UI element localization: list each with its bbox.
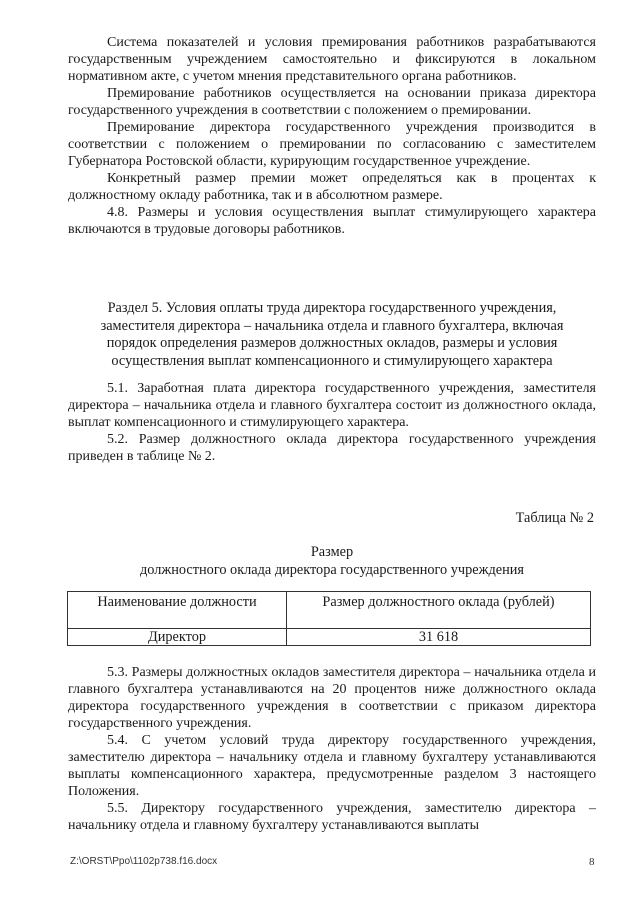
table-title-line: Размер [310, 544, 354, 560]
paragraph: 4.8. Размеры и условия осуществления выплат стимулирующего характера включаются в трудовые договоры работников. [68, 205, 596, 237]
footer-file-path: Z:\ORST\Ppo\1102p738.f16.docx [70, 856, 218, 867]
table-caption: Таблица № 2 [515, 510, 594, 526]
paragraph: Конкретный размер премии может определяться как в процентах к должностному окладу работника, так и в абсолютном размере. [68, 171, 596, 203]
section-title-line: заместителя директора – начальника отдела и главного бухгалтера, включая [100, 317, 564, 334]
paragraph: Премирование директора государственного учреждения производится в соответствии с положением о премировании по согласованию с заместителем Губернатора Ростовской области, курирующим государственное учреждение. [68, 120, 596, 169]
salary-table [67, 591, 591, 646]
paragraph: 5.1. Заработная плата директора государственного учреждения, заместителя директора – начальника отдела и главного бухгалтера состоит из должностного оклада, выплат компенсационного и стимулирующего характера. [68, 381, 596, 430]
section-title-line: порядок определения размеров должностных окладов, размеры и условия [106, 335, 558, 351]
section-title-line: Раздел 5. Условия оплаты труда директора государственного учреждения, [107, 300, 557, 316]
table-title [68, 543, 596, 579]
paragraph: 5.4. С учетом условий труда директору государственного учреждения, заместителю директора – начальнику отдела и главному бухгалтеру устанавливаются выплаты компенсационного характера, предусмотренные разделом 3 настоящего Положения. [68, 733, 596, 799]
table-header-cell: Размер должностного оклада (рублей) [287, 592, 591, 629]
table-row [68, 629, 591, 646]
paragraph: 5.2. Размер должностного оклада директора государственного учреждения приведен в таблице № 2. [68, 432, 596, 464]
section-5-paragraphs [68, 380, 596, 465]
paragraph: 5.3. Размеры должностных окладов заместителя директора – начальника отдела и главного бухгалтера устанавливаются на 20 процентов ниже должностного оклада директора государственного учреждения в соответствии с приказом директора государственного учреждения. [68, 665, 596, 731]
paragraph: Система показателей и условия премирования работников разрабатываются государственным учреждением самостоятельно и фиксируются в локальном нормативном акте, с учетом мнения представительного органа работников. [68, 35, 596, 84]
section-title [68, 300, 596, 370]
section-5-continued [68, 664, 596, 834]
paragraph: 5.5. Директору государственного учреждения, заместителю директора – начальнику отдела и главному бухгалтеру устанавливаются выплаты [68, 801, 596, 833]
table-cell: 31 618 [287, 629, 591, 646]
table-header-row [68, 592, 591, 629]
paragraph: Премирование работников осуществляется на основании приказа директора государственного учреждения в соответствии с положением о премировании. [68, 86, 596, 118]
table-cell: Директор [68, 629, 287, 646]
table-title-line: должностного оклада директора государственного учреждения [140, 562, 524, 578]
page-number: 8 [589, 856, 595, 868]
section-title-line: осуществления выплат компенсационного и стимулирующего характера [111, 352, 553, 369]
table-header-cell: Наименование должности [68, 592, 287, 629]
intro-paragraphs [68, 34, 596, 238]
